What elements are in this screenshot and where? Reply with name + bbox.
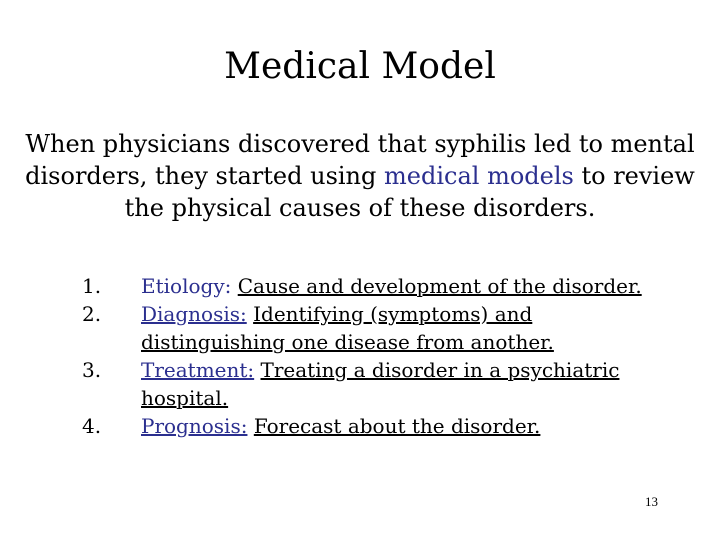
list-item-number: 1. <box>82 274 102 298</box>
intro-highlight: medical models <box>384 162 574 190</box>
intro-text-before: When physicians discovered that syphilis led to mental disorders, they started using <box>25 130 695 190</box>
list-item-definition: Cause and development of the disorder. <box>237 274 642 298</box>
list-item-term: Etiology: <box>141 274 232 298</box>
page-number: 13 <box>645 494 658 509</box>
slide-title: Medical Model <box>224 46 496 87</box>
list-item-number: 3. <box>82 358 102 382</box>
list-item-number: 4. <box>82 414 102 438</box>
list-item <box>72 300 652 356</box>
list-item-term: Diagnosis: <box>141 302 247 326</box>
list-item-body <box>141 300 652 356</box>
intro-text-after: to review the physical causes of these disorders. <box>124 162 695 222</box>
intro-paragraph <box>20 128 700 224</box>
list-item <box>72 272 652 300</box>
list-item-definition: Forecast about the disorder. <box>253 414 541 438</box>
list-item <box>72 356 652 412</box>
list-item-definition: Identifying (symptoms) and distinguishing one disease from another. <box>141 302 554 354</box>
list-item-term: Treatment: <box>141 358 255 382</box>
list-item-definition: Treating a disorder in a psychiatric hospital. <box>141 358 620 410</box>
list-item <box>72 412 652 440</box>
list-item-body <box>141 412 652 440</box>
list-item-body <box>141 272 652 300</box>
list-item-body <box>141 356 652 412</box>
list-item-number: 2. <box>82 302 102 326</box>
list-item-term: Prognosis: <box>141 414 248 438</box>
definition-list <box>72 272 652 440</box>
